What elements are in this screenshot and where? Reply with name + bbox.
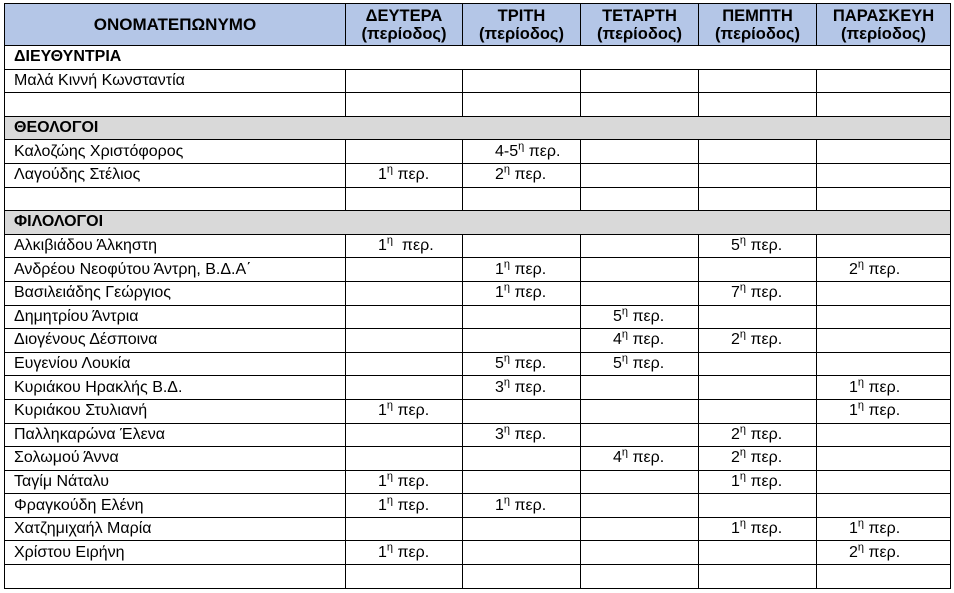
empty-cell xyxy=(346,140,463,164)
header-day-wednesday: ΤΕΤΑΡΤΗ (περίοδος) xyxy=(581,4,699,46)
empty-cell xyxy=(581,140,699,164)
table-row xyxy=(5,399,951,423)
empty-cell xyxy=(699,352,817,376)
header-day-tuesday: ΤΡΙΤΗ (περίοδος) xyxy=(463,4,581,46)
empty-cell xyxy=(463,329,581,353)
section-title: ΘΕΟΛΟΓΟΙ xyxy=(5,116,951,140)
schedule-table xyxy=(4,3,951,589)
empty-cell xyxy=(5,565,346,589)
table-row xyxy=(5,447,951,471)
empty-cell xyxy=(463,69,581,93)
empty-cell xyxy=(463,234,581,258)
person-name: Φραγκούδη Ελένη xyxy=(5,494,346,518)
empty-cell xyxy=(346,423,463,447)
person-name: Κυριάκου Στυλιανή xyxy=(5,399,346,423)
empty-cell xyxy=(463,565,581,589)
empty-cell xyxy=(581,69,699,93)
period-cell: $1^\eta$ περ. xyxy=(346,541,463,565)
empty-cell xyxy=(817,447,951,471)
person-name: Βασιλειάδης Γεώργιος xyxy=(5,281,346,305)
empty-cell xyxy=(581,470,699,494)
empty-cell xyxy=(346,258,463,282)
empty-cell xyxy=(5,93,346,117)
empty-cell xyxy=(581,541,699,565)
empty-cell xyxy=(463,399,581,423)
header-day-monday: ΔΕΥΤΕΡΑ (περίοδος) xyxy=(346,4,463,46)
header-day-friday: ΠΑΡΑΣΚΕΥΗ (περίοδος) xyxy=(817,4,951,46)
empty-cell xyxy=(817,163,951,187)
section-title: ΔΙΕΥΘΥΝΤΡΙΑ xyxy=(5,46,951,70)
period-cell: $5^\eta$ περ. xyxy=(581,352,699,376)
person-name: Χατζημιχαήλ Μαρία xyxy=(5,517,346,541)
person-name: Μαλά Κιννή Κωνσταντία xyxy=(5,69,346,93)
empty-cell xyxy=(817,281,951,305)
empty-cell xyxy=(346,565,463,589)
header-day-thursday: ΠΕΜΠΤΗ (περίοδος) xyxy=(699,4,817,46)
empty-cell xyxy=(817,494,951,518)
empty-cell xyxy=(581,517,699,541)
person-name: Λαγούδης Στέλιος xyxy=(5,163,346,187)
empty-cell xyxy=(699,258,817,282)
empty-cell xyxy=(699,541,817,565)
period-cell: $1^\eta$ περ. xyxy=(346,163,463,187)
empty-cell xyxy=(346,517,463,541)
empty-cell xyxy=(817,305,951,329)
table-row xyxy=(5,541,951,565)
empty-cell xyxy=(346,69,463,93)
table-row xyxy=(5,258,951,282)
person-name: Ευγενίου Λουκία xyxy=(5,352,346,376)
period-cell: $7^\eta$ περ. xyxy=(699,281,817,305)
period-cell: $4^\eta$ περ. xyxy=(581,447,699,471)
empty-cell xyxy=(581,234,699,258)
empty-cell xyxy=(699,93,817,117)
empty-cell xyxy=(5,187,346,211)
person-name: Ανδρέου Νεοφύτου Άντρη, Β.Δ.Α΄ xyxy=(5,258,346,282)
period-cell: $4^\eta$ περ. xyxy=(581,329,699,353)
empty-cell xyxy=(346,305,463,329)
empty-cell xyxy=(699,399,817,423)
empty-cell xyxy=(817,93,951,117)
empty-cell xyxy=(346,376,463,400)
period-cell: $1^\eta$ περ. xyxy=(346,234,463,258)
person-name: Δημητρίου Άντρια xyxy=(5,305,346,329)
empty-cell xyxy=(463,93,581,117)
person-name: Καλοζώης Χριστόφορος xyxy=(5,140,346,164)
empty-cell xyxy=(463,305,581,329)
empty-cell xyxy=(581,494,699,518)
table-row xyxy=(5,376,951,400)
blank-row xyxy=(5,187,951,211)
empty-cell xyxy=(463,541,581,565)
table-row xyxy=(5,305,951,329)
period-cell: $1^\eta$ περ. xyxy=(817,376,951,400)
empty-cell xyxy=(581,93,699,117)
empty-cell xyxy=(581,258,699,282)
person-name: Κυριάκου Ηρακλής Β.Δ. xyxy=(5,376,346,400)
empty-cell xyxy=(699,140,817,164)
person-name: Χρίστου Ειρήνη xyxy=(5,541,346,565)
empty-cell xyxy=(463,470,581,494)
table-row xyxy=(5,517,951,541)
empty-cell xyxy=(346,281,463,305)
period-cell: $1^\eta$ περ. xyxy=(817,517,951,541)
period-cell: $1^\eta$ περ. xyxy=(463,258,581,282)
empty-cell xyxy=(699,565,817,589)
blank-row xyxy=(5,93,951,117)
empty-cell xyxy=(346,447,463,471)
period-cell: $1^\eta$ περ. xyxy=(463,494,581,518)
table-row xyxy=(5,69,951,93)
period-cell: $1^\eta$ περ. xyxy=(463,281,581,305)
empty-cell xyxy=(699,163,817,187)
table-row xyxy=(5,163,951,187)
empty-cell xyxy=(817,565,951,589)
empty-cell xyxy=(817,187,951,211)
period-cell: $2^\eta$ περ. xyxy=(699,423,817,447)
empty-cell xyxy=(581,399,699,423)
empty-cell xyxy=(699,494,817,518)
empty-cell xyxy=(817,140,951,164)
person-name: Παλληκαρώνα Έλενα xyxy=(5,423,346,447)
period-cell: $1^\eta$ περ. xyxy=(346,470,463,494)
table-row xyxy=(5,281,951,305)
empty-cell xyxy=(817,352,951,376)
period-cell: $1^\eta$ περ. xyxy=(699,470,817,494)
period-cell: $3^\eta$ περ. xyxy=(463,423,581,447)
table-row xyxy=(5,470,951,494)
period-cell: $3^\eta$ περ. xyxy=(463,376,581,400)
empty-cell xyxy=(581,163,699,187)
period-cell: $4-5^\eta$ περ. xyxy=(463,140,581,164)
empty-cell xyxy=(817,470,951,494)
empty-cell xyxy=(699,187,817,211)
empty-cell xyxy=(346,187,463,211)
empty-cell xyxy=(699,69,817,93)
empty-cell xyxy=(463,187,581,211)
period-cell: $1^\eta$ περ. xyxy=(699,517,817,541)
person-name: Διογένους Δέσποινα xyxy=(5,329,346,353)
empty-cell xyxy=(699,305,817,329)
table-row xyxy=(5,352,951,376)
empty-cell xyxy=(581,281,699,305)
person-name: Ταγίμ Νάταλυ xyxy=(5,470,346,494)
empty-cell xyxy=(581,423,699,447)
period-cell: $2^\eta$ περ. xyxy=(463,163,581,187)
table-row xyxy=(5,234,951,258)
section-row xyxy=(5,46,951,70)
empty-cell xyxy=(817,69,951,93)
empty-cell xyxy=(581,376,699,400)
empty-cell xyxy=(581,565,699,589)
empty-cell xyxy=(817,423,951,447)
period-cell: $2^\eta$ περ. xyxy=(817,541,951,565)
period-cell: $2^\eta$ περ. xyxy=(699,329,817,353)
header-row xyxy=(5,4,951,46)
period-cell: $2^\eta$ περ. xyxy=(817,258,951,282)
section-row xyxy=(5,116,951,140)
empty-cell xyxy=(463,517,581,541)
table-row xyxy=(5,329,951,353)
period-cell: $1^\eta$ περ. xyxy=(346,494,463,518)
empty-cell xyxy=(346,329,463,353)
empty-cell xyxy=(699,376,817,400)
period-cell: $5^\eta$ περ. xyxy=(463,352,581,376)
section-title: ΦΙΛΟΛΟΓΟΙ xyxy=(5,211,951,235)
table-row xyxy=(5,140,951,164)
table-row xyxy=(5,494,951,518)
period-cell: $2^\eta$ περ. xyxy=(699,447,817,471)
table-row xyxy=(5,423,951,447)
period-cell: $1^\eta$ περ. xyxy=(346,399,463,423)
person-name: Αλκιβιάδου Άλκηστη xyxy=(5,234,346,258)
blank-row xyxy=(5,565,951,589)
header-name: ΟΝΟΜΑΤΕΠΩΝΥΜΟ xyxy=(5,4,346,46)
period-cell: $1^\eta$ περ. xyxy=(817,399,951,423)
empty-cell xyxy=(463,447,581,471)
section-row xyxy=(5,211,951,235)
period-cell: $5^\eta$ περ. xyxy=(581,305,699,329)
empty-cell xyxy=(817,329,951,353)
empty-cell xyxy=(817,234,951,258)
empty-cell xyxy=(346,93,463,117)
period-cell: $5^\eta$ περ. xyxy=(699,234,817,258)
schedule-body xyxy=(5,46,951,589)
person-name: Σολωμού Άννα xyxy=(5,447,346,471)
empty-cell xyxy=(346,352,463,376)
empty-cell xyxy=(581,187,699,211)
